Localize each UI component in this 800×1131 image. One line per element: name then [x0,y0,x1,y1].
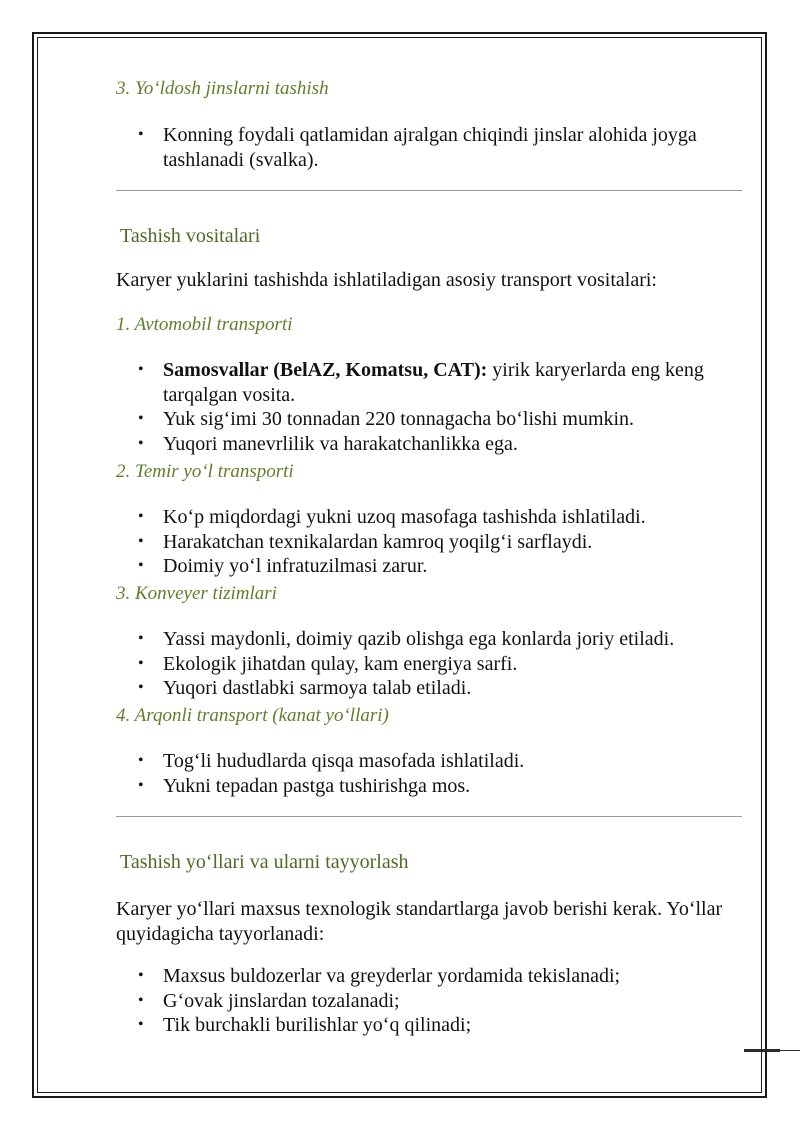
subheading-temir-yol: 2. Temir yo‘l transporti [116,461,294,482]
list-item: • Ekologik jihatdan qulay, kam energiya sarfi. [116,652,742,677]
list-item: • Yassi maydonli, doimiy qazib olishga ega konlarda joriy etiladi. [116,627,742,652]
list-item: • Tog‘li hududlarda qisqa masofada ishlatiladi. [116,749,742,774]
list-item: • Harakatchan texnikalardan kamroq yoqilg‘i sarflaydi. [116,530,742,555]
yollar-bullet-list [116,964,742,1038]
list-item [116,358,742,407]
subheading-avtomobil: 1. Avtomobil transporti [116,314,293,335]
samosvallar-bold-label: Samosvallar (BelAZ, Komatsu, CAT): [163,359,488,381]
section-title-tashish-vositalari: Tashish vositalari [120,225,261,247]
list-item: • Ko‘p miqdordagi yukni uzoq masofaga tashishda ishlatiladi. [116,505,742,530]
section-divider [116,190,742,191]
list-item: • Yuqori dastlabki sarmoya talab etiladi. [116,676,742,701]
list-item: • Tik burchakli burilishlar yo‘q qilinadi; [116,1013,742,1038]
arqonli-bullet-list [116,749,742,798]
list-item: • Maxsus buldozerlar va greyderlar yordamida tekislanadi; [116,964,742,989]
yollar-intro: Karyer yo‘llari maxsus texnologik standartlarga javob berishi kerak. Yo‘llar quyidagicha tayyorlanadi: [116,898,723,945]
subheading-konveyer: 3. Konveyer tizimlari [116,583,277,604]
subheading-arqonli: 4. Arqonli transport (kanat yo‘llari) [116,705,389,726]
subheading-yoldosh-jinslar: 3. Yo‘ldosh jinslarni tashish [116,78,329,99]
list-item: • Yuqori manevrlilik va harakatchanlikka ega. [116,432,742,457]
page-corner-mark [744,1049,800,1055]
section-title-tashish-yollari: Tashish yo‘llari va ularni tayyorlash [120,851,409,873]
list-item: • G‘ovak jinslardan tozalanadi; [116,989,742,1014]
samosvallar-description: yirik karyerlarda eng keng tarqalgan vosita. [163,359,704,406]
list-item: • Yukni tepadan pastga tushirishga mos. [116,774,742,799]
temir-yol-bullet-list [116,505,742,579]
yoldosh-bullet-list [116,123,742,172]
list-item: • Doimiy yo‘l infratuzilmasi zarur. [116,554,742,579]
list-item: • Yuk sig‘imi 30 tonnadan 220 tonnagacha bo‘lishi mumkin. [116,407,742,432]
avtomobil-bullet-list [116,358,742,456]
konveyer-bullet-list [116,627,742,701]
section-divider [116,816,742,817]
list-item: • Konning foydali qatlamidan ajralgan chiqindi jinslar alohida joyga tashlanadi (svalka). [116,123,742,172]
vositalar-intro: Karyer yuklarini tashishda ishlatiladigan asosiy transport vositalari: [116,269,657,291]
